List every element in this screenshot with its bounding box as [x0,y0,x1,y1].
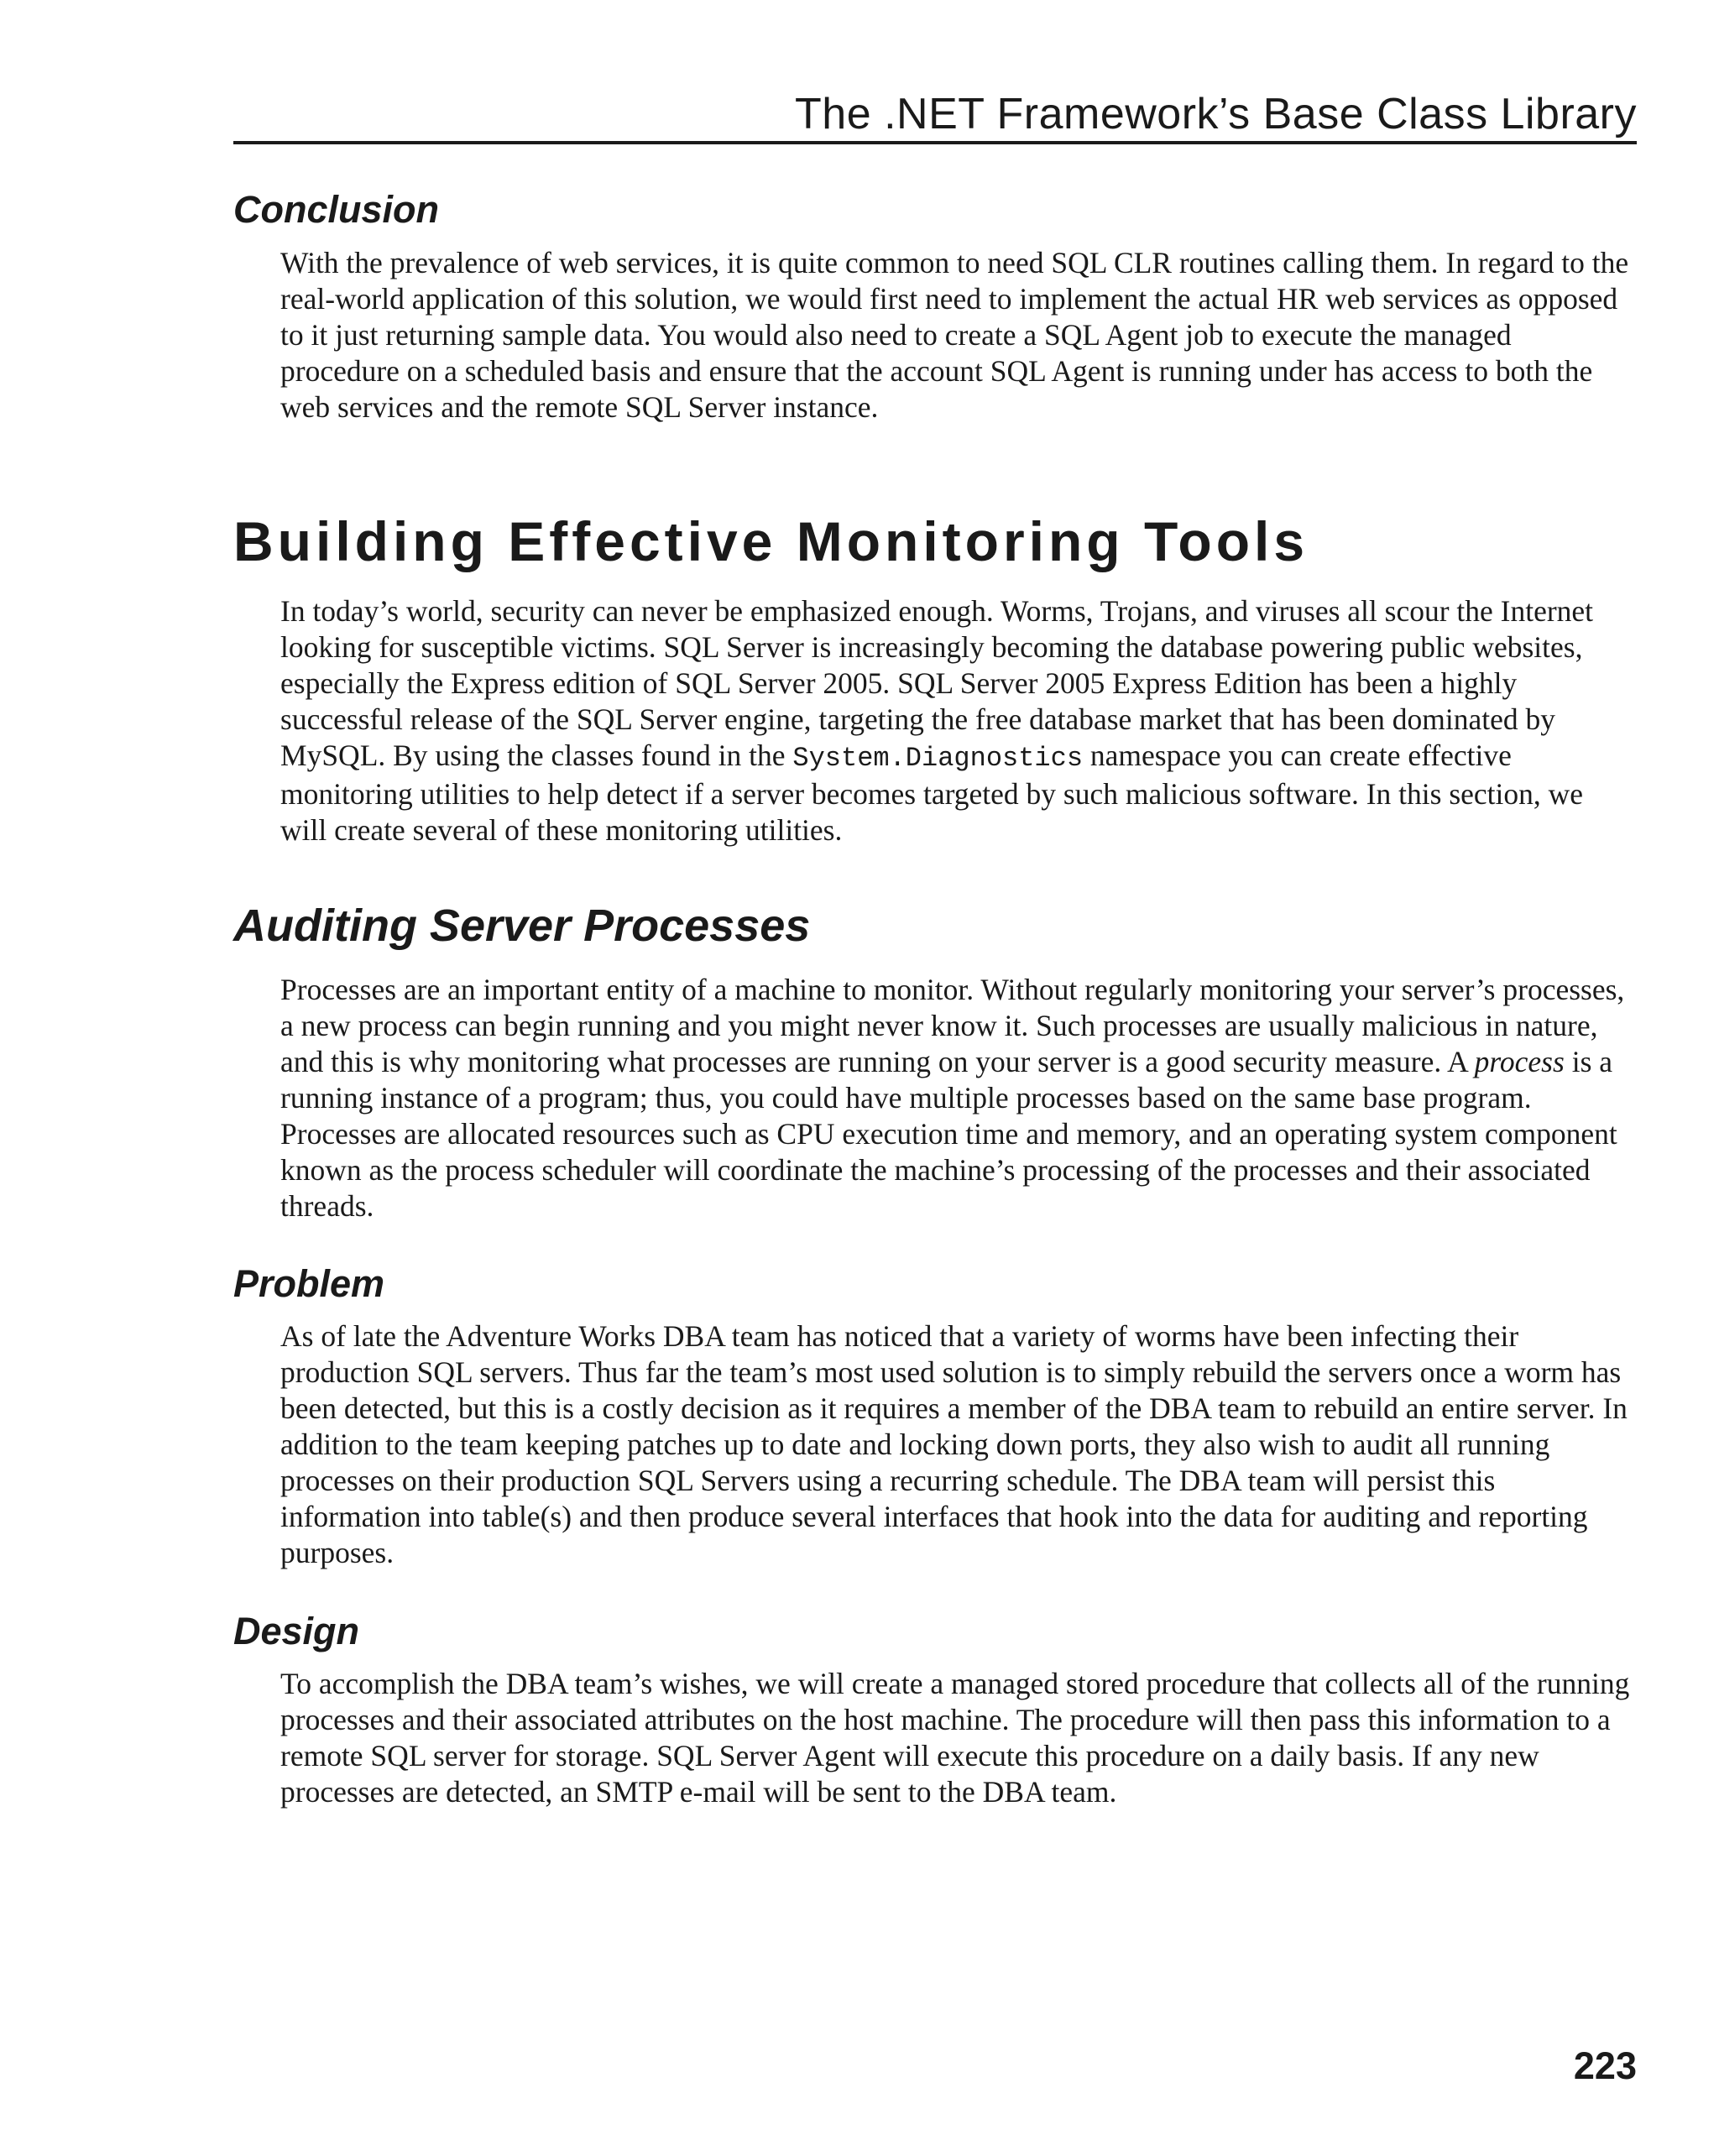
heading-problem: Problem [233,1262,385,1305]
paragraph-building [280,593,1637,848]
heading-design: Design [233,1610,360,1652]
page-number: 223 [1573,2044,1637,2087]
running-header [233,87,1637,144]
paragraph-conclusion: With the prevalence of web services, it is quite common to need SQL CLR routines calling them. In regard to the real-world application of this solution, we would first need to implement the actual HR web services as opposed to it just returning sample data. You would also need to create a SQL Agent job to execute the managed procedure on a scheduled basis and ensure that the account SQL Agent is running under has access to both the web services and the remote SQL Server instance. [280,246,1629,424]
running-header-title: The .NET Framework’s Base Class Library [795,90,1637,138]
heading-conclusion: Conclusion [233,188,439,231]
paragraph-building-part-2: namespace you can create effective monitoring utilities to help detect if a server becomes targeted by such malicious software. In this section, we will create several of these monitoring utilities. [280,739,1584,847]
paragraph-building-part-1: In today’s world, security can never be emphasized enough. Worms, Trojans, and viruses all scour the Internet looking for susceptible victims. SQL Server is increasingly becoming the database powering public websites, especially the Express edition of SQL Server 2005. SQL Server 2005 Express Edition has been a highly successful release of the SQL Server engine, targeting the free database market that has been dominated by MySQL. By using the classes found in the [280,594,1594,772]
paragraph-problem: As of late the Adventure Works DBA team has noticed that a variety of worms have been infecting their production SQL servers. Thus far the team’s most used solution is to simply rebuild the servers once a worm has been detected, but this is a costly decision as it requires a member of the DBA team to rebuild an entire server. In addition to the team keeping patches up to date and locking down ports, they also wish to audit all running processes on their production SQL Servers using a recurring schedule. The DBA team will persist this information into table(s) and then produce several interfaces that hook into the data for auditing and reporting purposes. [280,1319,1628,1569]
heading-building-effective-monitoring-tools: Building Effective Monitoring Tools [233,510,1309,572]
term-process: process [1474,1045,1565,1078]
paragraph-auditing-part-1: Processes are an important entity of a machine to monitor. Without regularly monitoring your server’s processes, a new process can begin running and you might never know it. Such processes are usually malicious in nature, and this is why monitoring what processes are running on your server is a good security measure. A [280,973,1625,1078]
paragraph-auditing-part-2: is a running instance of a program; thus, you could have multiple processes based on the same base program. Processes are allocated resources such as CPU execution time and memory, and an operating system component known as the process scheduler will coordinate the machine’s processing of the processes and their associated threads. [280,1045,1617,1223]
paragraph-design: To accomplish the DBA team’s wishes, we will create a managed stored procedure that collects all of the running processes and their associated attributes on the host machine. The procedure will then pass this information to a remote SQL server for storage. SQL Server Agent will execute this procedure on a daily basis. If any new processes are detected, an SMTP e-mail will be sent to the DBA team. [280,1667,1630,1809]
heading-auditing-server-processes: Auditing Server Processes [233,901,811,951]
code-system-diagnostics: System.Diagnostics [792,743,1084,774]
paragraph-auditing [280,972,1637,1224]
